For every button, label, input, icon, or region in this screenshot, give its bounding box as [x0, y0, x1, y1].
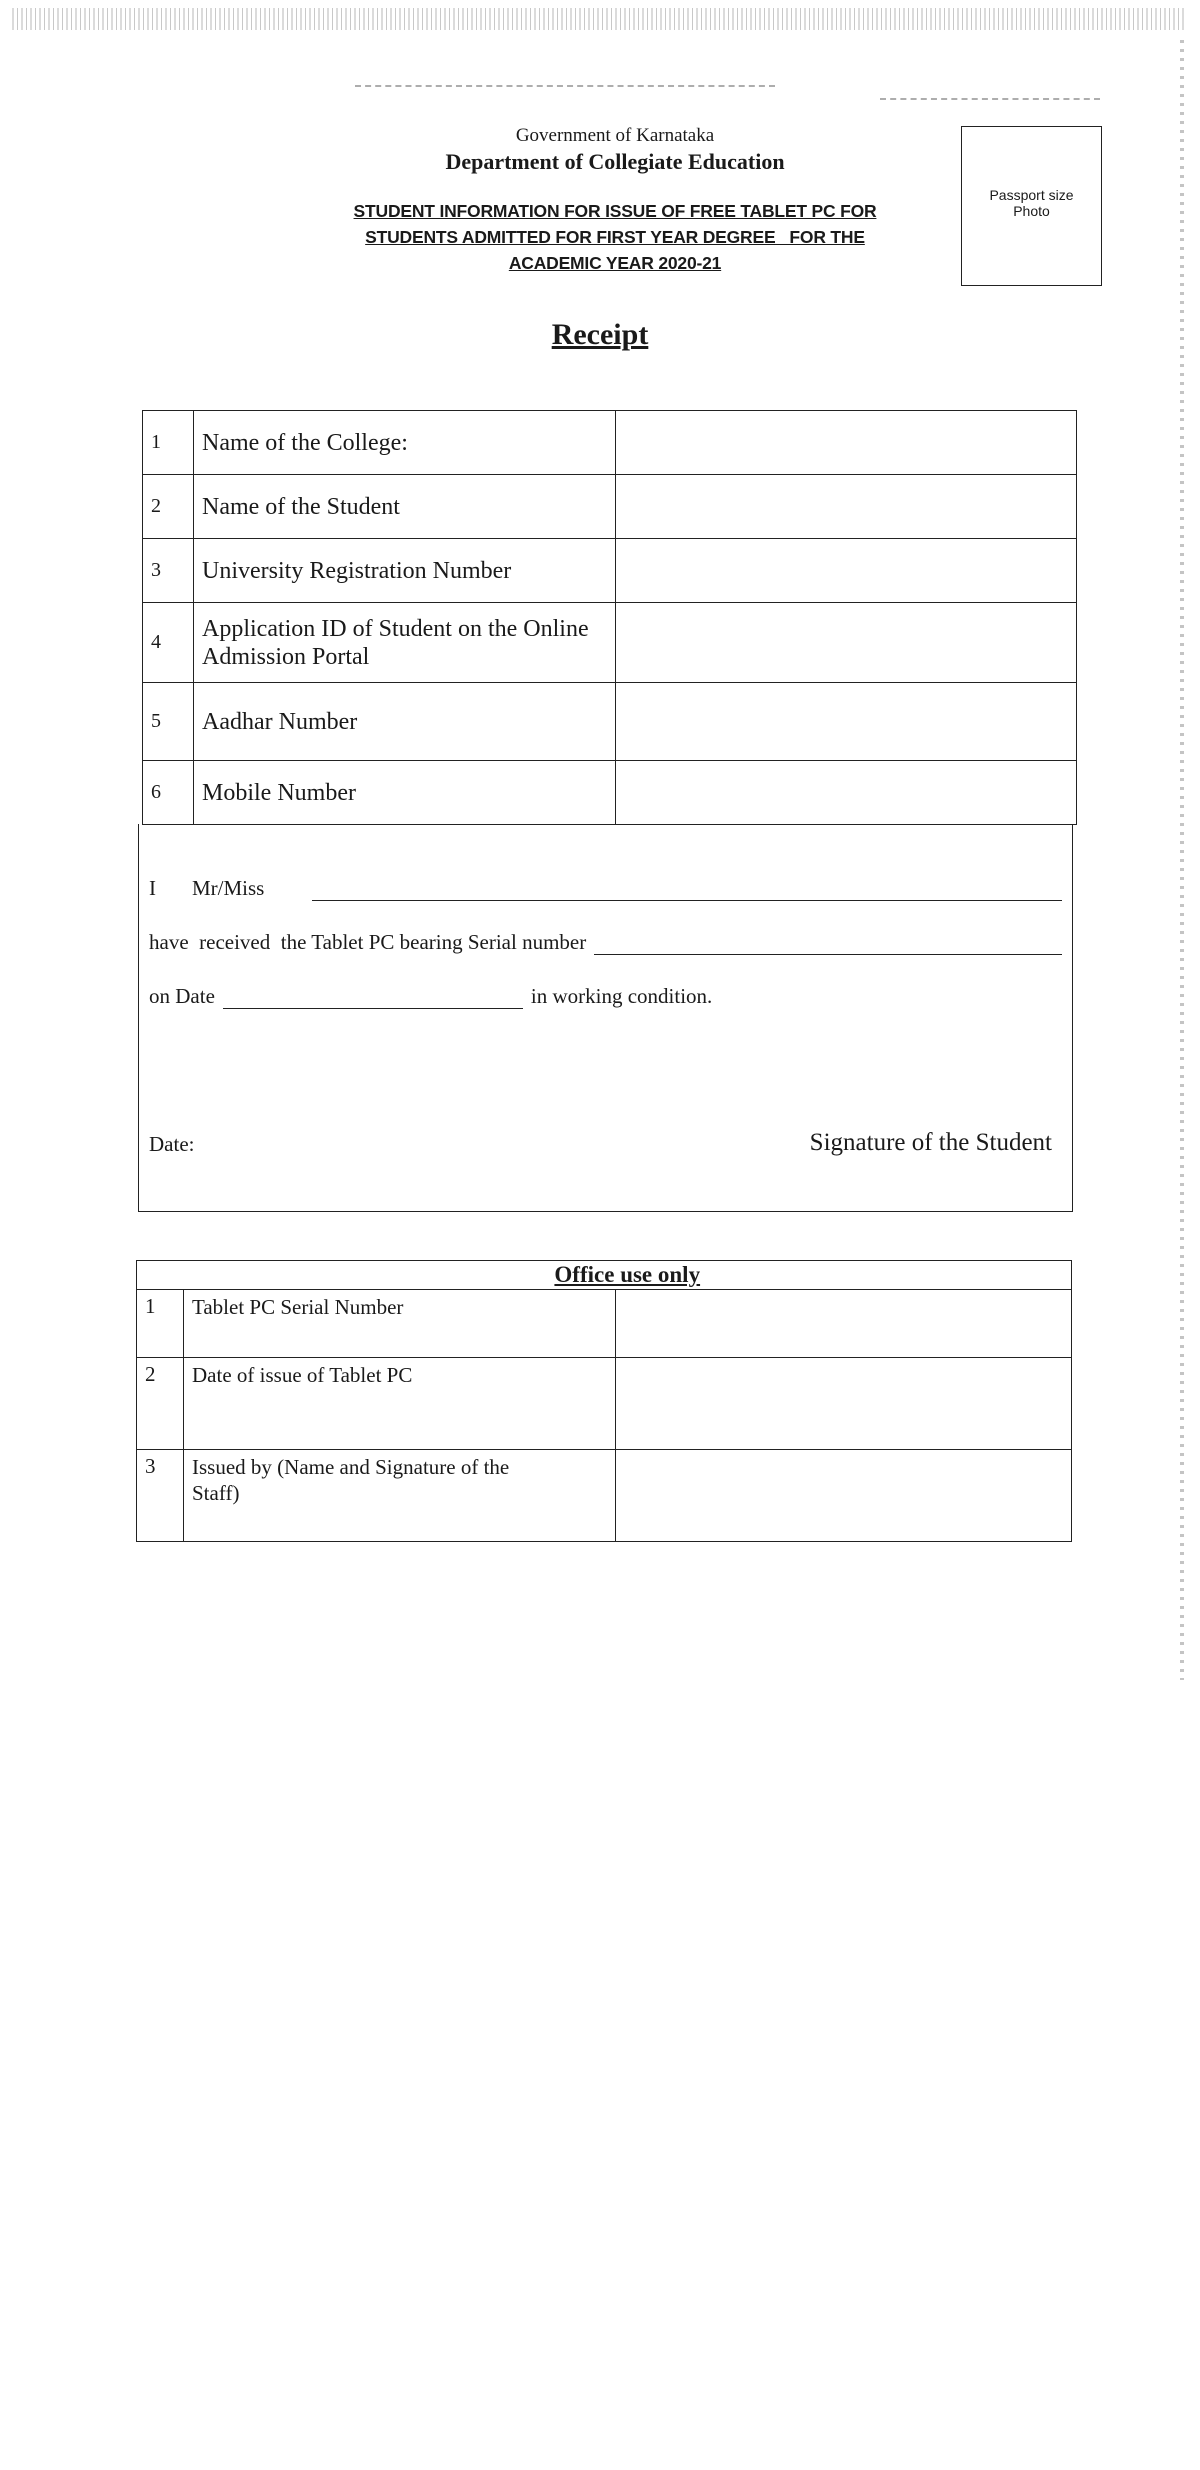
declaration-date-prefix: on Date	[149, 984, 215, 1008]
row-number: 5	[143, 683, 194, 761]
table-row	[137, 1450, 1072, 1542]
table-row	[137, 1358, 1072, 1450]
aadhar-number-field[interactable]	[616, 683, 1077, 761]
declaration-pronoun: I	[149, 876, 156, 900]
tablet-serial-field[interactable]	[616, 1290, 1072, 1358]
form-subtitle-line: STUDENTS ADMITTED FOR FIRST YEAR DEGREE FOR THE	[365, 227, 865, 247]
office-use-table	[136, 1260, 1072, 1542]
declaration-date-suffix: in working condition.	[530, 984, 713, 1008]
row-number: 1	[137, 1290, 184, 1358]
office-use-title: Office use only	[184, 1261, 1072, 1290]
government-name: Government of Karnataka	[515, 125, 715, 146]
table-row	[143, 603, 1077, 683]
form-subtitle-line: ACADEMIC YEAR 2020-21	[508, 253, 722, 273]
scan-noise-top	[12, 8, 1187, 30]
table-row	[137, 1290, 1072, 1358]
scan-line	[880, 98, 1100, 100]
office-use-blank-cell	[137, 1261, 184, 1290]
row-label: Mobile Number	[194, 761, 616, 825]
row-label: Tablet PC Serial Number	[184, 1290, 616, 1358]
receipt-title: Receipt	[551, 318, 649, 351]
table-row	[143, 761, 1077, 825]
student-name-blank[interactable]	[312, 880, 1062, 901]
row-label: Date of issue of Tablet PC	[184, 1358, 616, 1450]
row-label: Issued by (Name and Signature of the Staff)	[184, 1450, 616, 1542]
office-use-header-row	[137, 1261, 1072, 1290]
scan-line	[355, 85, 775, 87]
student-signature-label: Signature of the Student	[809, 1129, 1052, 1156]
row-label: Aadhar Number	[194, 683, 616, 761]
issue-date-field[interactable]	[616, 1358, 1072, 1450]
table-row	[143, 475, 1077, 539]
row-label: Application ID of Student on the Online Admission Portal	[194, 603, 616, 683]
application-id-field[interactable]	[616, 603, 1077, 683]
declaration-line-serial	[149, 930, 1062, 955]
student-info-table	[142, 410, 1077, 825]
row-number: 3	[143, 539, 194, 603]
declaration-line-name	[149, 876, 1062, 901]
receipt-date-blank[interactable]	[223, 988, 523, 1009]
table-row	[143, 411, 1077, 475]
declaration-box	[138, 824, 1073, 1212]
document-header	[270, 124, 960, 276]
college-name-field[interactable]	[616, 411, 1077, 475]
row-number: 2	[137, 1358, 184, 1450]
department-name: Department of Collegiate Education	[445, 149, 785, 174]
table-row	[143, 539, 1077, 603]
passport-photo-box: Passport size Photo	[961, 126, 1102, 286]
table-row	[143, 683, 1077, 761]
declaration-salutation: Mr/Miss	[192, 876, 265, 900]
declaration-line-date	[149, 984, 1062, 1009]
row-number: 1	[143, 411, 194, 475]
student-name-field[interactable]	[616, 475, 1077, 539]
row-number: 2	[143, 475, 194, 539]
form-subtitle	[270, 198, 960, 276]
mobile-number-field[interactable]	[616, 761, 1077, 825]
date-label: Date:	[149, 1132, 195, 1156]
scan-edge-marks	[1180, 40, 1184, 1680]
form-subtitle-line: STUDENT INFORMATION FOR ISSUE OF FREE TABLET PC FOR	[353, 201, 877, 221]
declaration-serial-text: have received the Tablet PC bearing Serial number	[149, 930, 587, 954]
row-label: University Registration Number	[194, 539, 616, 603]
row-number: 4	[143, 603, 194, 683]
registration-number-field[interactable]	[616, 539, 1077, 603]
row-label: Name of the Student	[194, 475, 616, 539]
row-label: Name of the College:	[194, 411, 616, 475]
row-number: 3	[137, 1450, 184, 1542]
row-number: 6	[143, 761, 194, 825]
issued-by-field[interactable]	[616, 1450, 1072, 1542]
serial-number-blank[interactable]	[594, 934, 1062, 955]
